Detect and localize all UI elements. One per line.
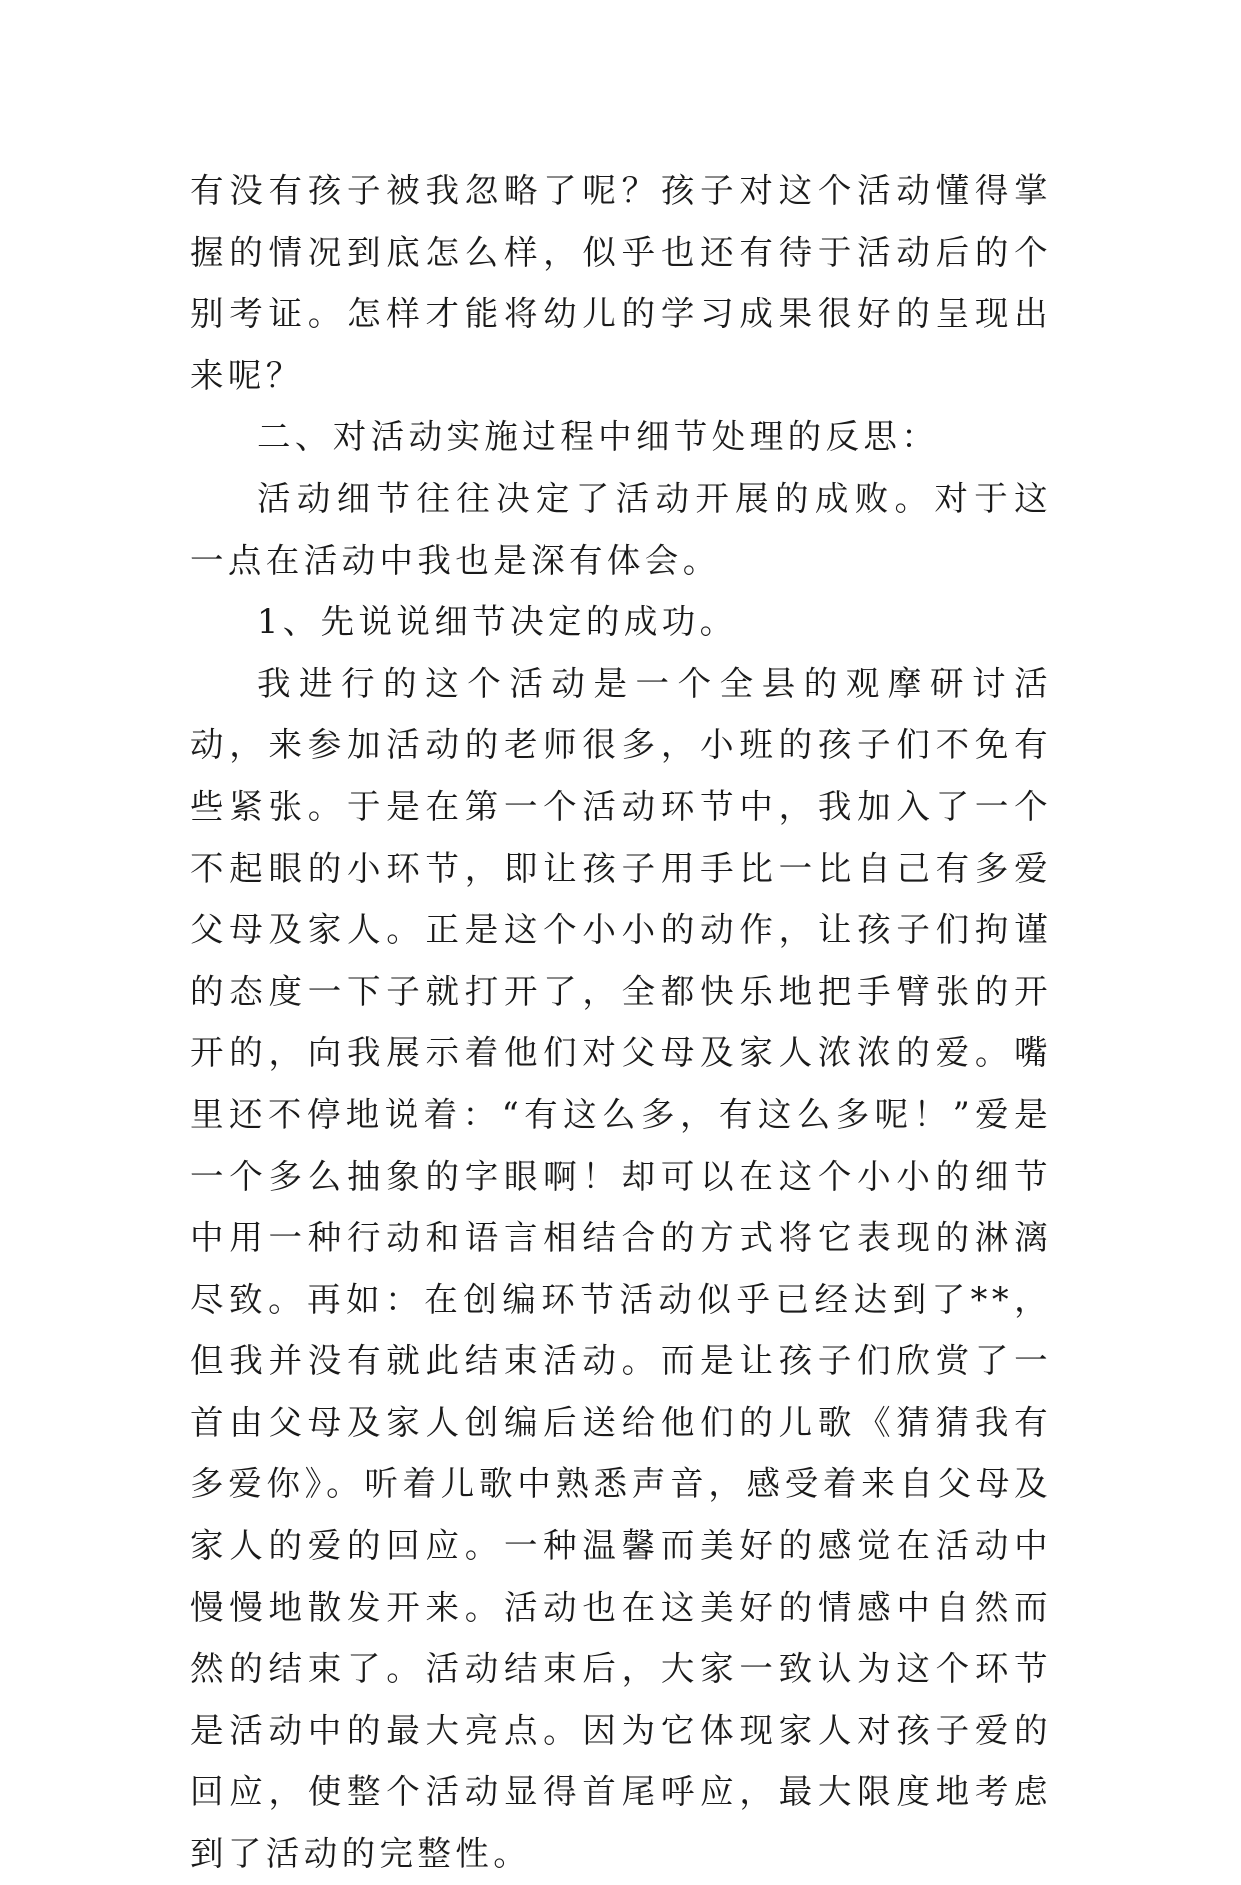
body-text [190,160,1052,1885]
section-heading: 二、对活动实施过程中细节处理的反思： [257,417,940,457]
paragraph: 我进行的这个活动是一个全县的观摩研讨活动，来参加活动的老师很多，小班的孩子们不免有些紧张。于是在第一个活动环节中，我加入了一个不起眼的小环节，即让孩子用手比一比自己有多爱父母及家人。正是这个小小的动作，让孩子们拘谨的态度一下子就打开了，全都快乐地把手臂张的开开的，向我展示着他们对父母及家人浓浓的爱。嘴里还不停地说着：“有这么多，有这么多呢！”爱是一个多么抽象的字眼啊！却可以在这个小小的细节中用一种行动和语言相结合的方式将它表现的淋漓尽致。再如：在创编环节活动似乎已经达到了**，但我并没有就此结束活动。而是让孩子们欣赏了一首由父母及家人创编后送给他们的儿歌《猜猜我有多爱你》。听着儿歌中熟悉声音，感受着来自父母及家人的爱的回应。一种温馨而美好的感觉在活动中慢慢地散发开来。活动也在这美好的情感中自然而然的结束了。活动结束后，大家一致认为这个环节是活动中的最大亮点。因为它体现家人对孩子爱的回应，使整个活动显得首尾呼应，最大限度地考虑到了活动的完整性。 [190,663,1052,1874]
paragraph-continued: 有没有孩子被我忽略了呢？孩子对这个活动懂得掌握的情况到底怎么样，似乎也还有待于活动后的个别考证。怎样才能将幼儿的学习成果很好的呈现出来呢？ [190,171,1052,395]
subsection-heading: 1、先说说细节决定的成功。 [257,602,738,642]
paragraph: 活动细节往往决定了活动开展的成败。对于这一点在活动中我也是深有体会。 [190,478,1052,580]
